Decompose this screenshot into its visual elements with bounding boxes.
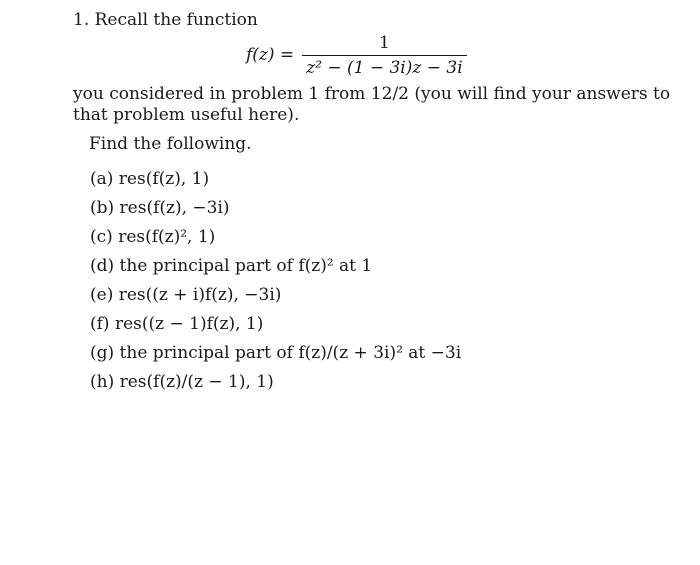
sub-question-g: (g) the principal part of f(z)/(z + 3i)² at −3i <box>90 343 462 363</box>
problem-heading: 1. Recall the function <box>73 10 258 30</box>
sub-question-d: (d) the principal part of f(z)² at 1 <box>90 256 373 276</box>
sub-question-a: (a) res(f(z), 1) <box>90 169 210 189</box>
sub-question-c: (c) res(f(z)², 1) <box>90 227 216 247</box>
formula-fraction <box>302 33 466 78</box>
sub-question-f: (f) res((z − 1)f(z), 1) <box>90 314 264 334</box>
sub-question-h: (h) res(f(z)/(z − 1), 1) <box>90 372 274 392</box>
formula-denominator: z² − (1 − 3i)z − 3i <box>302 55 466 78</box>
function-formula <box>246 31 467 79</box>
formula-lhs: f(z) = <box>246 45 295 65</box>
find-prompt: Find the following. <box>89 134 252 154</box>
intro-text-line-2: that problem useful here). <box>73 105 300 125</box>
sub-question-b: (b) res(f(z), −3i) <box>90 198 230 218</box>
sub-question-e: (e) res((z + i)f(z), −3i) <box>90 285 282 305</box>
intro-text-line-1: you considered in problem 1 from 12/2 (you will find your answers to <box>73 84 671 104</box>
sub-question-list <box>90 169 461 401</box>
formula-numerator: 1 <box>379 32 390 53</box>
